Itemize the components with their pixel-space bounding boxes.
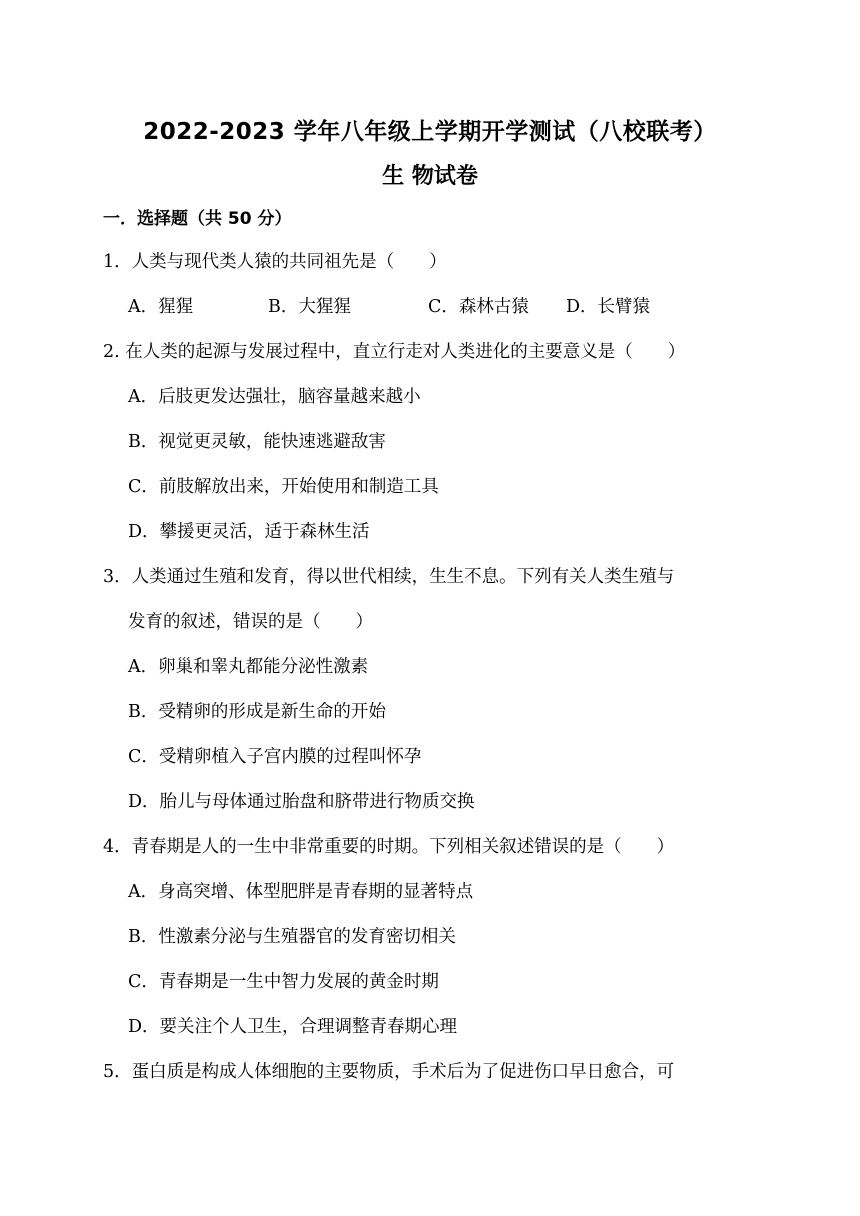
question-2-option-a: A．后肢更发达强壮，脑容量越来越小 bbox=[128, 387, 421, 407]
question-4-option-d: D．要关注个人卫生，合理调整青春期心理 bbox=[128, 1017, 458, 1037]
question-3-option-b: B．受精卵的形成是新生命的开始 bbox=[128, 702, 386, 722]
question-1-option-a: A．猩猩 bbox=[128, 297, 194, 317]
question-2-option-b: B．视觉更灵敏，能快速逃避敌害 bbox=[128, 432, 386, 452]
question-3-stem-continued: 发育的叙述，错误的是（ ） bbox=[128, 612, 373, 632]
question-3-option-c: C．受精卵植入子宫内膜的过程叫怀孕 bbox=[128, 747, 422, 767]
question-3-option-a: A．卵巢和睾丸都能分泌性激素 bbox=[128, 657, 369, 677]
question-1-option-b: B．大猩猩 bbox=[268, 297, 351, 317]
question-4-stem: 4．青春期是人的一生中非常重要的时期。下列相关叙述错误的是（ ） bbox=[103, 837, 675, 857]
question-4-option-b: B．性激素分泌与生殖器官的发育密切相关 bbox=[128, 927, 456, 947]
question-2-stem: 2. 在人类的起源与发展过程中，直立行走对人类进化的主要意义是（ ） bbox=[103, 342, 686, 362]
question-4-option-c: C．青春期是一生中智力发展的黄金时期 bbox=[128, 972, 439, 992]
question-2-option-c: C．前肢解放出来，开始使用和制造工具 bbox=[128, 477, 439, 497]
question-4-option-a: A．身高突增、体型肥胖是青春期的显著特点 bbox=[128, 882, 474, 902]
question-2-option-d: D．攀援更灵活，适于森林生活 bbox=[128, 522, 370, 542]
question-1-option-d: D．长臂猿 bbox=[566, 297, 651, 317]
section-heading: 一．选择题（共 50 分） bbox=[103, 209, 292, 229]
question-1-options bbox=[128, 295, 650, 319]
exam-title: 2022-2023 学年八年级上学期开学测试（八校联考） bbox=[143, 119, 717, 145]
question-1-stem: 1．人类与现代类人猿的共同祖先是（ ） bbox=[103, 252, 447, 272]
question-3-stem: 3．人类通过生殖和发育，得以世代相续，生生不息。下列有关人类生殖与 bbox=[103, 567, 675, 587]
exam-subtitle: 生 物试卷 bbox=[382, 164, 478, 189]
question-3-option-d: D．胎儿与母体通过胎盘和脐带进行物质交换 bbox=[128, 792, 475, 812]
question-1-option-c: C．森林古猿 bbox=[428, 297, 529, 317]
question-5-stem: 5．蛋白质是构成人体细胞的主要物质，手术后为了促进伤口早日愈合，可 bbox=[103, 1062, 675, 1082]
